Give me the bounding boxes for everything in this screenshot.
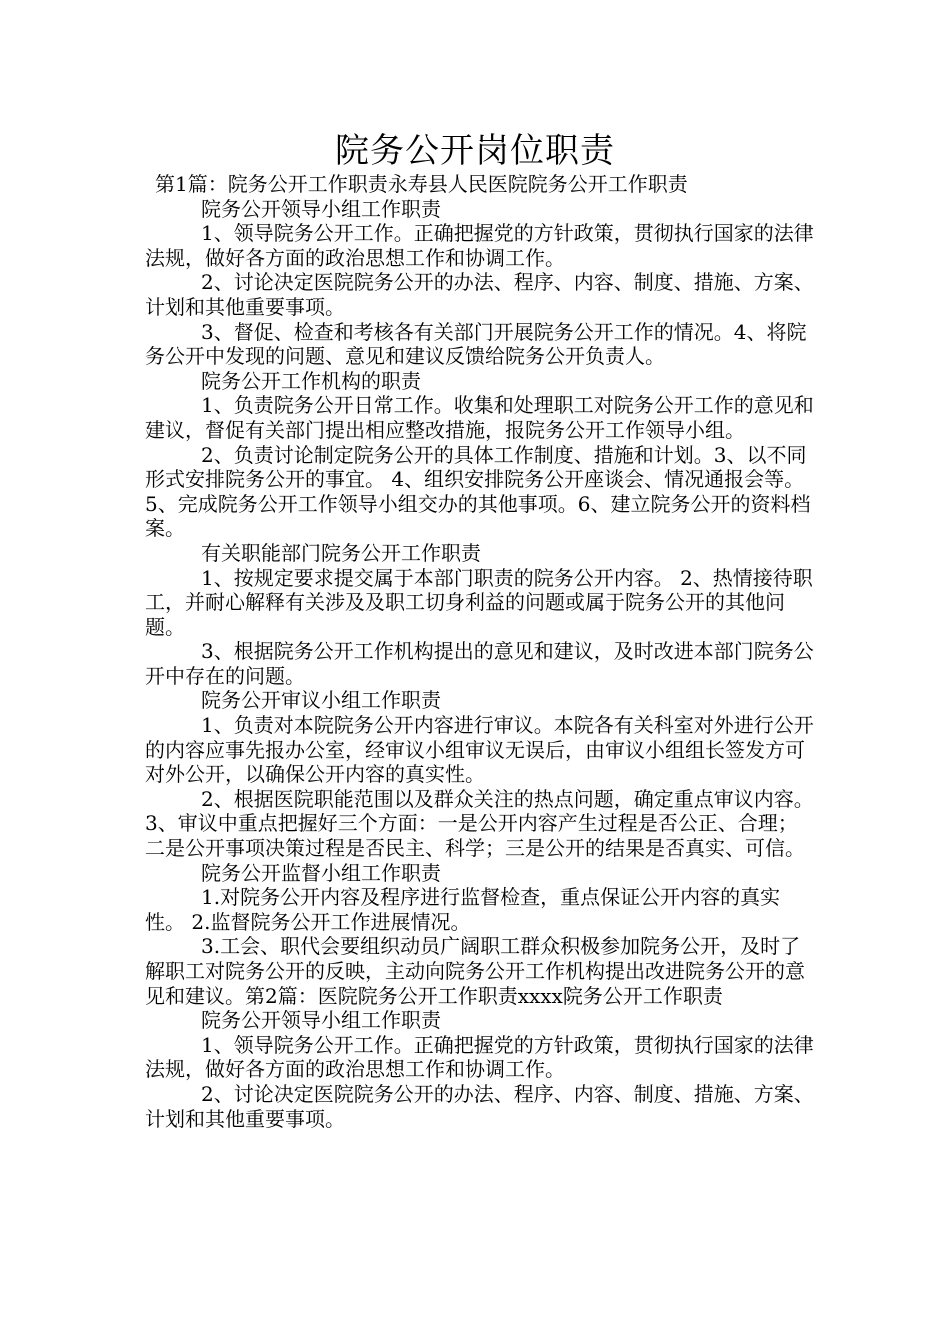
document-title: 院务公开岗位职责 <box>335 131 615 171</box>
paragraph: 1、领导院务公开工作。正确把握党的方针政策，贯彻执行国家的法律法规，做好各方面的政治思想工作和协调工作。 <box>145 221 814 270</box>
paragraph: 第1篇：院务公开工作职责永寿县人民医院院务公开工作职责 <box>155 172 688 196</box>
paragraph: 1.对院务公开内容及程序进行监督检查，重点保证公开内容的真实性。 2.监督院务公开工作进展情况。 <box>145 885 781 934</box>
paragraph: 3、根据院务公开工作机构提出的意见和建议，及时改进本部门院务公开中存在的问题。 <box>145 639 814 688</box>
paragraph: 2、讨论决定医院院务公开的办法、程序、内容、制度、措施、方案、计划和其他重要事项。 <box>145 270 814 319</box>
paragraph: 院务公开工作机构的职责 <box>201 368 421 393</box>
paragraph: 2、负责讨论制定院务公开的具体工作制度、措施和计划。3、以不同形式安排院务公开的事宜。 4、组织安排院务公开座谈会、情况通报会等。 5、完成院务公开工作领导小组交办的其他事项。6、建立院务公开的资料档案。 <box>145 442 811 541</box>
paragraph: 3、督促、检查和考核各有关部门开展院务公开工作的情况。4、将院务公开中发现的问题、意见和建议反馈给院务公开负责人。 <box>145 319 807 369</box>
paragraph: 1、负责对本院院务公开内容进行审议。本院各有关科室对外进行公开的内容应事先报办公室，经审议小组审议无误后，由审议小组组长签发方可对外公开，以确保公开内容的真实性。 <box>145 713 814 787</box>
paragraph: 有关职能部门院务公开工作职责 <box>201 540 481 565</box>
paragraph: 院务公开领导小组工作职责 <box>201 196 441 221</box>
paragraph: 院务公开监督小组工作职责 <box>201 860 441 885</box>
paragraph: 3.工会、职代会要组织动员广阔职工群众积极参加院务公开，及时了解职工对院务公开的反映，主动向院务公开工作机构提出改进院务公开的意见和建议。第2篇：医院院务公开工作职责xxxx院务公开工作职责 <box>145 934 805 1008</box>
paragraph: 院务公开领导小组工作职责 <box>201 1008 441 1033</box>
document-body <box>145 172 821 1131</box>
paragraph: 2、根据医院职能范围以及群众关注的热点问题，确定重点审议内容。 3、审议中重点把握好三个方面：一是公开内容产生过程是否公正、合理；二是公开事项决策过程是否民主、科学；三是公开的结果是否真实、可信。 <box>145 786 821 861</box>
paragraph: 1、负责院务公开日常工作。收集和处理职工对院务公开工作的意见和建议，督促有关部门提出相应整改措施，报院务公开工作领导小组。 <box>145 393 814 442</box>
paragraph: 1、按规定要求提交属于本部门职责的院务公开内容。 2、热情接待职工，并耐心解释有关涉及及职工切身利益的问题或属于院务公开的其他问题。 <box>145 565 813 639</box>
paragraph: 1、领导院务公开工作。正确把握党的方针政策，贯彻执行国家的法律法规，做好各方面的政治思想工作和协调工作。 <box>145 1032 814 1082</box>
paragraph: 2、讨论决定医院院务公开的办法、程序、内容、制度、措施、方案、计划和其他重要事项。 <box>145 1081 814 1131</box>
paragraph: 院务公开审议小组工作职责 <box>201 688 441 713</box>
